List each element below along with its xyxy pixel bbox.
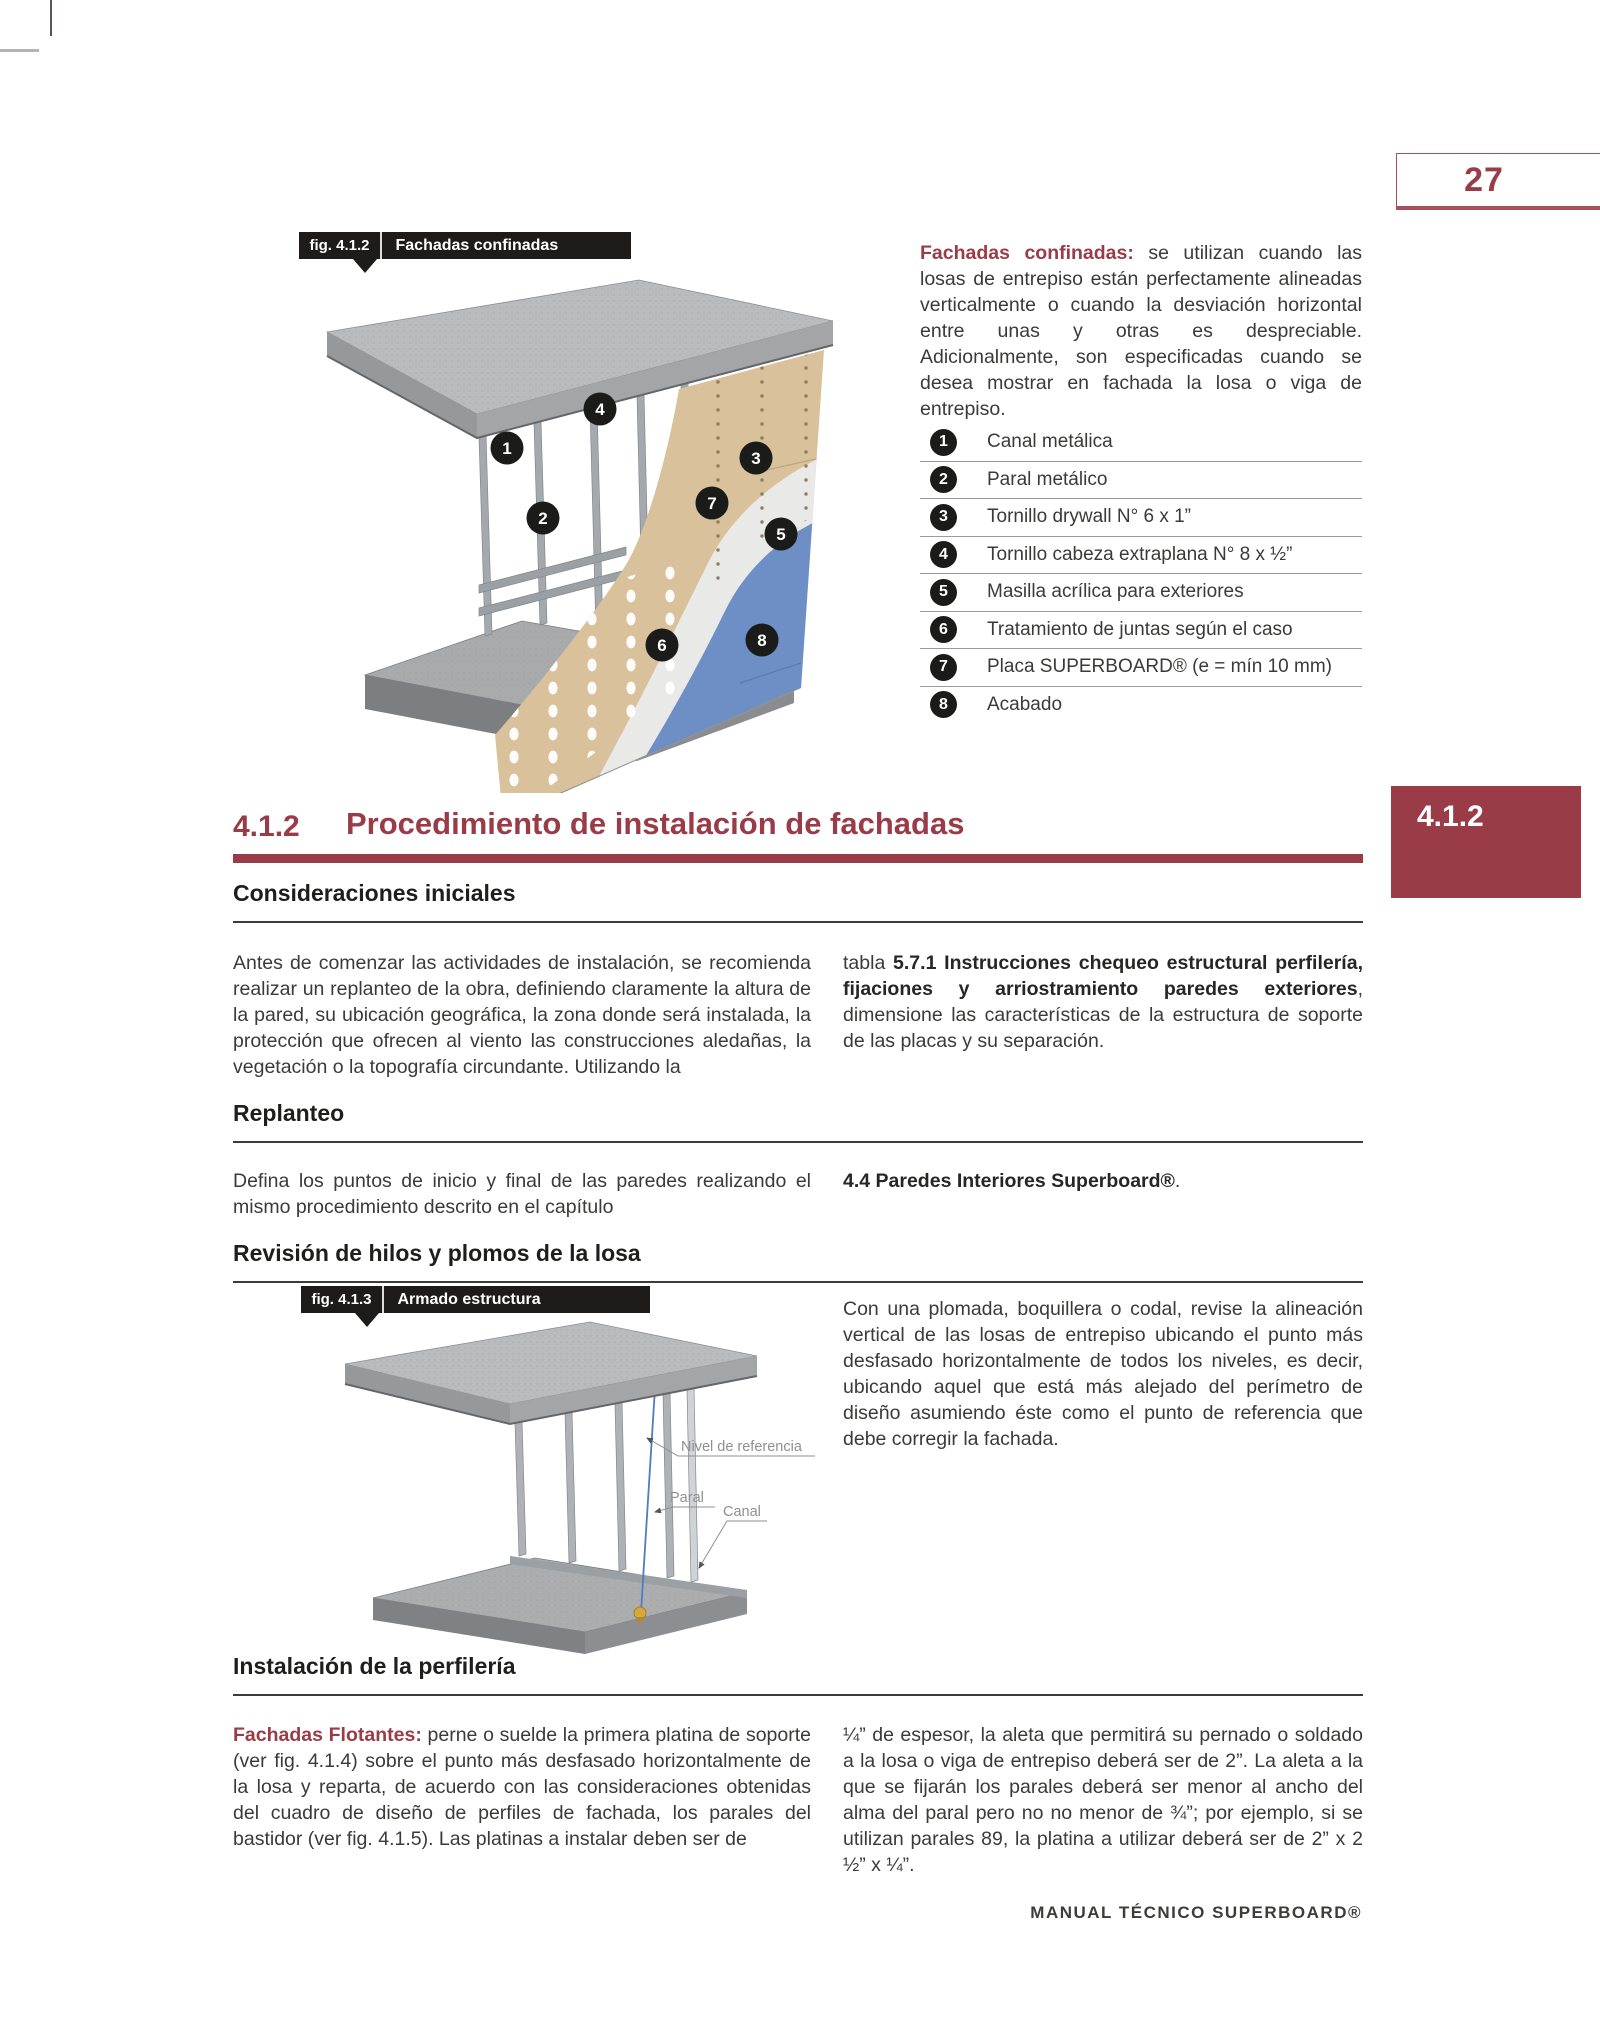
legend-label: Tratamiento de juntas según el caso — [987, 618, 1293, 640]
legend-number-badge: 5 — [930, 579, 957, 606]
intro-lead: Fachadas confinadas: — [920, 242, 1134, 264]
fig413-number: fig. 4.1.3 — [311, 1291, 372, 1308]
section-number: 4.1.2 — [233, 810, 300, 843]
page-number-box — [1396, 153, 1600, 210]
legend-number-badge: 7 — [930, 654, 957, 681]
section-tab-label: 4.1.2 — [1417, 800, 1484, 833]
legend-row — [920, 687, 1362, 724]
badge-6: 6 — [657, 636, 667, 655]
rule-consideraciones — [233, 921, 1363, 923]
subheading-perfileria: Instalación de la perfilería — [233, 1653, 516, 1679]
replanteo-right-col — [843, 1168, 1363, 1194]
legend-label: Tornillo drywall N° 6 x 1” — [987, 506, 1191, 528]
annotation-canal: Canal — [723, 1504, 761, 1520]
consid-right-prefix: tabla — [843, 952, 894, 974]
intro-text: se utilizan cuando las losas de entrepiso están perfectamente alineadas verticalmente o cuando la desviación horizontal entre unas y otras es despreciable. Adicionalmente, son especificadas cuando se desea mostrar en fachada la losa o viga de entrepiso. — [920, 242, 1362, 420]
fig413-illustration — [295, 1316, 815, 1661]
legend-label: Tornillo cabeza extraplana N° 8 x ½” — [987, 543, 1293, 565]
legend-label: Acabado — [987, 693, 1063, 715]
fig412-label-bar — [299, 232, 631, 259]
legend-label: Paral metálico — [987, 468, 1108, 490]
fig413-label-bar — [301, 1286, 650, 1313]
section-rule — [233, 854, 1363, 863]
section-title: Procedimiento de instalación de fachadas — [346, 806, 965, 841]
legend-row — [920, 537, 1362, 575]
legend-label: Placa SUPERBOARD® (e = mín 10 mm) — [987, 656, 1333, 678]
consideraciones-left-col: Antes de comenzar las actividades de instalación, se recomienda realizar un replanteo de la obra, definiendo claramente la altura de la pared, su ubicación geográfica, la zona donde será instalada, la protección que ofrecen al viento las construcciones aledañas, la vegetación o la topografía circundante. Utilizando la — [233, 952, 811, 1078]
legend-row — [920, 499, 1362, 537]
legend-number-badge: 4 — [930, 541, 957, 568]
badge-7: 7 — [707, 494, 717, 513]
fig412-number: fig. 4.1.2 — [309, 237, 370, 254]
replanteo-right-suffix: . — [1174, 1170, 1181, 1192]
consid-right-suffix: , dimensione las características de la estructura de soporte de las placas y su separación. — [843, 978, 1363, 1052]
legend-number-badge: 1 — [930, 429, 957, 456]
annotation-nivel-de-referencia: Nivel de referencia — [681, 1439, 802, 1455]
legend-row — [920, 424, 1362, 462]
badge-4: 4 — [595, 400, 605, 419]
subheading-replanteo: Replanteo — [233, 1100, 345, 1126]
legend-row — [920, 612, 1362, 650]
rule-replanteo — [233, 1141, 1363, 1143]
badge-1: 1 — [502, 439, 512, 458]
consideraciones-right-col — [843, 950, 1363, 1054]
page-number: 27 — [1464, 160, 1504, 199]
perfileria-right-col: ¼” de espesor, la aleta que permitirá su pernado o soldado a la losa o viga de entrepiso deberá ser de 2”. La aleta a la que se fijarán los parales deberá ser menor al ancho del alma del paral pero no no menor de ¾”; por ejemplo, si se utilizan parales 89, la platina a utilizar deberá ser de 2” x 2 ½” x ¼”. — [843, 1724, 1363, 1876]
perfileria-lead: Fachadas Flotantes: — [233, 1724, 422, 1746]
footer-title: MANUAL TÉCNICO SUPERBOARD® — [1030, 1903, 1362, 1922]
badge-2: 2 — [538, 509, 548, 528]
badge-3: 3 — [751, 449, 761, 468]
fig412-title: Fachadas confinadas — [395, 236, 559, 254]
annotation-paral: Paral — [670, 1490, 704, 1506]
fig412-intro-paragraph — [920, 240, 1362, 422]
legend-row — [920, 574, 1362, 612]
legend-row — [920, 462, 1362, 500]
replanteo-left-col: Defina los puntos de inicio y final de las paredes realizando el mismo procedimiento descrito en el capítulo — [233, 1170, 811, 1218]
crop-mark-horizontal — [0, 49, 39, 52]
legend-label: Masilla acrílica para exteriores — [987, 581, 1244, 603]
replanteo-right-bold: 4.4 Paredes Interiores Superboard® — [843, 1170, 1175, 1192]
rule-perfileria — [233, 1694, 1363, 1696]
crop-mark-vertical — [50, 0, 52, 36]
legend-number-badge: 2 — [930, 466, 957, 493]
revision-right-col: Con una plomada, boquillera o codal, revise la alineación vertical de las losas de entrepiso ubicando el punto más desfasado horizontalmente de todos los niveles, es decir, ubicando aquel que está más alejado del perímetro de diseño asumiendo éste como el punto de referencia que debe corregir la fachada. — [843, 1298, 1363, 1450]
perfileria-left-text: perne o suelde la primera platina de soporte (ver fig. 4.1.4) sobre el punto más desfasado horizontalmente de la losa y reparta, de acuerdo con las consideraciones obtenidas del cuadro de diseño de perfiles de fachada, los parales del bastidor (ver fig. 4.1.5). Las platinas a instalar deben ser de — [233, 1724, 811, 1850]
subheading-revision: Revisión de hilos y plomos de la losa — [233, 1240, 641, 1266]
fig412-illustration — [270, 263, 900, 793]
perfileria-left-col — [233, 1722, 811, 1852]
legend-number-badge: 6 — [930, 616, 957, 643]
fig413-title: Armado estructura — [397, 1290, 541, 1308]
badge-5: 5 — [776, 525, 786, 544]
rule-revision — [233, 1281, 1363, 1283]
subheading-consideraciones: Consideraciones iniciales — [233, 880, 516, 906]
legend-number-badge: 3 — [930, 504, 957, 531]
badge-8: 8 — [757, 631, 767, 650]
section-side-tab — [1391, 786, 1581, 898]
top-slab — [345, 1322, 757, 1424]
legend-number-badge: 8 — [930, 691, 957, 718]
consid-right-bold: 5.7.1 Instrucciones chequeo estructural perfilería, fijaciones y arriostramiento paredes exteriores — [843, 952, 1363, 1000]
legend-label: Canal metálica — [987, 431, 1113, 453]
fig412-legend-list — [920, 424, 1362, 723]
legend-row — [920, 649, 1362, 687]
